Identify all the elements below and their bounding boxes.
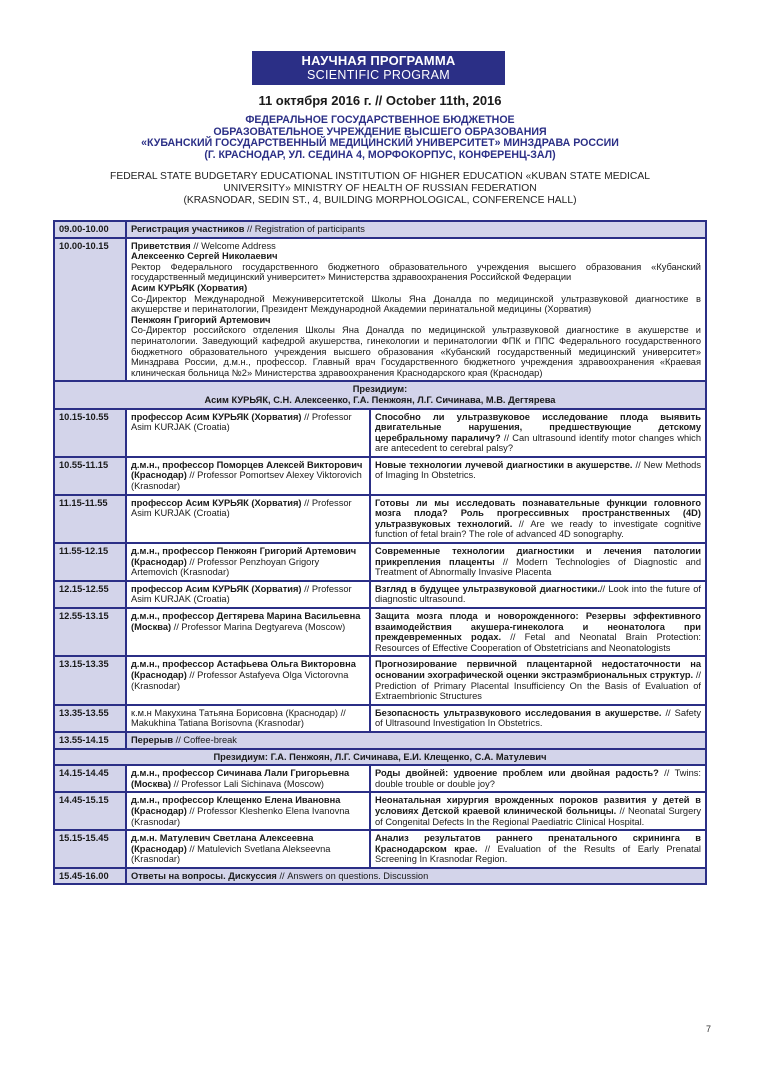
welcome-row bbox=[54, 238, 706, 382]
break-cell bbox=[126, 732, 706, 749]
page-number: 7 bbox=[706, 1024, 712, 1034]
speaker-name: д.м.н., профессор Клещенко Елена Ивановна (Краснодар) bbox=[131, 795, 341, 816]
topic-title: Безопасность ультразвукового исследования в акушерстве. bbox=[375, 707, 662, 718]
talk-row bbox=[54, 495, 706, 543]
speaker-description: Со-Директор российского отделения Школы Яна Доналда по медицинской ультразвуковой диагностике в акушерстве и перинатологии. Заведующий кафедрой акушерства, гинекологии и перинатологии ФПК и ППС Федерального государственного бюджетного образовательного учреждения высшего образования «Кубанский государственный медицинский университет» Минздрава России, д.м.н., профессор. Главный врач Государственного бюджетного учреждения здравоохранения «Краевая клиническая больница №2» Министерства здравоохранения Краснодарского края (Краснодар) bbox=[131, 325, 701, 378]
presidium-cell bbox=[54, 381, 706, 408]
speaker-name: д.м.н., профессор Астафьева Ольга Викторовна (Краснодар) bbox=[131, 659, 356, 680]
speaker-name: д.м.н., профессор Дегтярева Марина Васильевна (Москва) bbox=[131, 611, 361, 632]
speaker-cell bbox=[126, 543, 370, 581]
registration-cell bbox=[126, 221, 706, 238]
talk-row bbox=[54, 656, 706, 704]
presidium-cell: Президиум: Г.А. Пенжоян, Л.Г. Сичинава, Е.И. Клещенко, С.А. Матулевич bbox=[54, 749, 706, 766]
discussion-row bbox=[54, 868, 706, 885]
presidium-label: Президиум: bbox=[352, 384, 408, 395]
topic-title: Анализ результатов раннего пренатального скрининга в Краснодарском крае. bbox=[375, 833, 701, 854]
speaker-name: д.м.н., профессор Поморцев Алексей Викторович (Краснодар) bbox=[131, 459, 363, 481]
discussion-cell bbox=[126, 868, 706, 885]
organization-ru-line: ОБРАЗОВАТЕЛЬНОЕ УЧРЕЖДЕНИЕ ВЫСШЕГО ОБРАЗОВАНИЯ bbox=[213, 125, 547, 138]
event-title: Регистрация участников bbox=[131, 224, 245, 234]
time-cell: 10.55-11.15 bbox=[54, 457, 126, 495]
presidium-row bbox=[54, 749, 706, 766]
speaker-cell bbox=[126, 765, 370, 792]
talk-row bbox=[54, 705, 706, 732]
speaker-cell bbox=[126, 656, 370, 704]
topic-cell bbox=[370, 581, 706, 608]
speaker-description: Ректор Федерального государственного бюджетного образовательного учреждения высшего образования «Кубанский государственный медицинский университет» Министерства здравоохранения Российской Федерации bbox=[131, 261, 701, 283]
speaker-name-en: // Professor Asim KURJAK (Croatia) bbox=[131, 583, 352, 605]
program-title-en: SCIENTIFIC PROGRAM bbox=[307, 68, 450, 82]
topic-title-en: // Twins: double trouble or double joy? bbox=[375, 768, 701, 789]
speaker-cell bbox=[126, 581, 370, 608]
topic-cell bbox=[370, 705, 706, 732]
event-title: Перерыв bbox=[131, 734, 174, 745]
speaker-cell bbox=[126, 705, 370, 732]
topic-cell bbox=[370, 765, 706, 792]
time-cell: 14.15-14.45 bbox=[54, 765, 126, 792]
time-cell: 15.15-15.45 bbox=[54, 830, 126, 868]
speaker-name-en: // Professor Lali Sichinava (Moscow) bbox=[171, 778, 325, 789]
speaker-cell bbox=[126, 830, 370, 868]
organization-en-line: FEDERAL STATE BUDGETARY EDUCATIONAL INSTITUTION OF HIGHER EDUCATION «KUBAN STATE MEDICAL bbox=[110, 171, 650, 182]
topic-cell bbox=[370, 792, 706, 830]
topic-title: Прогнозирование первичной плацентарной недостаточности на основании эхографической оценки экстраэмбриональных структур. bbox=[375, 659, 701, 680]
speaker-description: Со-Директор Международной Межуниверситетской Школы Яна Доналда по медицинской ультразвуковой диагностике в акушерстве и перинатологии, Президент Международной Академии перинатальной медицины (Хорватия) bbox=[131, 293, 701, 315]
talk-row bbox=[54, 543, 706, 581]
time-cell: 11.15-11.55 bbox=[54, 495, 126, 543]
topic-title-en: // Neonatal Surgery of Congenital Defects In the Regional Paediatric Clinical Hospital. bbox=[375, 805, 701, 827]
topic-title-en: // Fetal and Neonatal Brain Protection: Resources of Effective Cooperation of Obstetricians and Neonatologists bbox=[375, 632, 701, 653]
talk-row bbox=[54, 765, 706, 792]
speaker-cell bbox=[126, 608, 370, 656]
talk-row bbox=[54, 457, 706, 495]
topic-title-en: // Evaluation of the Results of Early Prenatal Screening In Krasnodar Region. bbox=[375, 843, 701, 865]
topic-title-en: // Can ultrasound identify motor changes which are antecedent to cerebral palsy? bbox=[375, 432, 701, 454]
speaker-cell bbox=[126, 792, 370, 830]
event-title-en: // Welcome Address bbox=[190, 240, 276, 251]
speaker-name-en: // Professor Marina Degtyareva (Moscow) bbox=[171, 621, 346, 632]
topic-title: Защита мозга плода и новорожденного: Резервы эффективного взаимодействия акушера-гинеколога и неонатолога при преждевременных родах. bbox=[375, 611, 701, 643]
speaker-name-en: // Professor Astafyeva Olga Victorovna (Krasnodar) bbox=[131, 669, 349, 691]
time-cell: 13.35-13.55 bbox=[54, 705, 126, 732]
speaker-name: Пенжоян Григорий Артемович bbox=[131, 314, 271, 325]
topic-cell bbox=[370, 656, 706, 704]
welcome-cell bbox=[126, 238, 706, 382]
time-cell: 11.55-12.15 bbox=[54, 543, 126, 581]
time-cell: 10.15-10.55 bbox=[54, 409, 126, 457]
speaker-name-en: // Professor Asim KURJAK (Croatia) bbox=[131, 411, 352, 433]
talk-row bbox=[54, 409, 706, 457]
registration-row bbox=[54, 221, 706, 238]
topic-title: Неонатальная хирургия врожденных пороков развития у детей в условиях Детской краевой клинической больницы. bbox=[375, 795, 701, 816]
speaker-name-en: // Professor Pomortsev Alexey Viktorovich (Krasnodar) bbox=[131, 470, 362, 492]
topic-title-en: // Safety of Ultrasound Investigation In Obstetrics. bbox=[375, 707, 701, 729]
speaker-name: Алексеенко Сергей Николаевич bbox=[131, 251, 278, 262]
organization-en-line: (KRASNODAR, SEDIN ST., 4, BUILDING MORPHOLOGICAL, CONFERENCE HALL) bbox=[183, 194, 577, 206]
organization-ru bbox=[60, 115, 700, 161]
speaker-name-en: // Professor Asim KURJAK (Croatia) bbox=[131, 497, 352, 519]
topic-title-en: // Modern Technologies of Diagnostic and Treatment of Abnormally Invasive Placenta bbox=[375, 556, 701, 578]
time-cell: 14.45-15.15 bbox=[54, 792, 126, 830]
time-cell: 12.15-12.55 bbox=[54, 581, 126, 608]
topic-cell bbox=[370, 457, 706, 495]
speaker-name: д.м.н., профессор Пенжоян Григорий Артемович (Краснодар) bbox=[131, 546, 357, 567]
speaker-cell bbox=[126, 495, 370, 543]
organization-ru-line: ФЕДЕРАЛЬНОЕ ГОСУДАРСТВЕННОЕ БЮДЖЕТНОЕ bbox=[245, 114, 515, 126]
time-cell: 10.00-10.15 bbox=[54, 238, 126, 382]
program-table bbox=[53, 220, 707, 885]
speaker-name: профессор Асим КУРЬЯК (Хорватия) bbox=[131, 583, 302, 594]
program-title-ru: НАУЧНАЯ ПРОГРАММА bbox=[301, 53, 456, 68]
speaker-name-en: // Professor Penzhoyan Grigory Artemovich (Krasnodar) bbox=[131, 556, 320, 578]
topic-title: Роды двойней: удвоение проблем или двойная радость? bbox=[375, 768, 659, 779]
presidium-row bbox=[54, 381, 706, 408]
time-cell: 13.15-13.35 bbox=[54, 656, 126, 704]
talk-row bbox=[54, 830, 706, 868]
topic-title-en: // Look into the future of diagnostic ultrasound. bbox=[375, 583, 702, 605]
speaker-name-en: // Professor Kleshenko Elena Ivanovna (Krasnodar) bbox=[131, 805, 350, 827]
speaker-name: д.м.н. Матулевич Светлана Алексеевна (Краснодар) bbox=[131, 833, 314, 854]
organization-ru-line: (Г. КРАСНОДАР, УЛ. СЕДИНА 4, МОРФОКОРПУС, КОНФЕРЕНЦ-ЗАЛ) bbox=[204, 148, 556, 161]
topic-title: Новые технологии лучевой диагностики в акушерстве. bbox=[375, 459, 633, 470]
program-title-banner bbox=[252, 51, 505, 85]
speaker-name: профессор Асим КУРЬЯК (Хорватия) bbox=[131, 497, 302, 508]
event-title-en: // Coffee-break bbox=[173, 734, 237, 745]
topic-cell bbox=[370, 608, 706, 656]
speaker-name: д.м.н., профессор Сичинава Лали Григорьевна (Москва) bbox=[131, 768, 350, 789]
event-title: Приветствия bbox=[131, 240, 191, 251]
topic-title-en: // New Methods of Imaging In Obstetrics. bbox=[375, 459, 701, 481]
topic-title: Способно ли ультразвуковое исследование плода выявить двигательные нарушения, предшествующие детскому церебральному параличу? bbox=[375, 411, 701, 443]
speaker-name-en: // Matulevich Svetlana Alekseevna (Krasnodar) bbox=[131, 843, 331, 865]
time-cell: 09.00-10.00 bbox=[54, 221, 126, 238]
topic-title-en: // Are we ready to investigate cognitive function of fetal brain? The role of advanced 4D sonography. bbox=[375, 518, 701, 540]
event-title-en: // Answers on questions. Discussion bbox=[276, 870, 429, 881]
topic-title-en: // Prediction of Primary Placental Insufficiency On the Basis of Evaluation of Extraembrionic Structures bbox=[375, 669, 702, 702]
break-row bbox=[54, 732, 706, 749]
time-cell: 13.55-14.15 bbox=[54, 732, 126, 749]
topic-cell bbox=[370, 409, 706, 457]
event-title: Ответы на вопросы. Дискуссия bbox=[131, 870, 277, 881]
organization-ru-line: «КУБАНСКИЙ ГОСУДАРСТВЕННЫЙ МЕДИЦИНСКИЙ УНИВЕРСИТЕТ» МИНЗДРАВА РОССИИ bbox=[141, 137, 619, 149]
speaker-name: Асим КУРЬЯК (Хорватия) bbox=[131, 282, 248, 293]
topic-cell bbox=[370, 543, 706, 581]
speaker-name-en: к.м.н Макухина Татьяна Борисовна (Краснодар) // Makukhina Tatiana Borisovna (Krasnodar) bbox=[131, 707, 346, 729]
talk-row bbox=[54, 608, 706, 656]
event-title-en: // Registration of participants bbox=[244, 224, 365, 234]
speaker-name: профессор Асим КУРЬЯК (Хорватия) bbox=[131, 411, 302, 422]
talk-row bbox=[54, 581, 706, 608]
topic-title: Современные технологии диагностики и лечения патологии прикрепления плаценты bbox=[375, 546, 701, 567]
organization-en bbox=[60, 171, 700, 206]
organization-en-line: UNIVERSITY» MINISTRY OF HEALTH OF RUSSIAN FEDERATION bbox=[223, 182, 537, 194]
speaker-cell bbox=[126, 409, 370, 457]
topic-cell bbox=[370, 830, 706, 868]
speaker-cell bbox=[126, 457, 370, 495]
time-cell: 12.55-13.15 bbox=[54, 608, 126, 656]
presidium-members: Асим КУРЬЯК, С.Н. Алексеенко, Г.А. Пенжоян, Л.Г. Сичинава, М.В. Дегтярева bbox=[204, 394, 556, 405]
topic-title: Взгляд в будущее ультразвуковой диагностики. bbox=[375, 583, 600, 594]
topic-cell bbox=[370, 495, 706, 543]
program-date: 11 октября 2016 г. // October 11th, 2016 bbox=[258, 93, 502, 108]
talk-row bbox=[54, 792, 706, 830]
topic-title: Готовы ли мы исследовать познавательные функции головного мозга плода? Роль прогрессивных пространственных (4D) ультразвуковых технологий. bbox=[375, 497, 701, 529]
time-cell: 15.45-16.00 bbox=[54, 868, 126, 885]
